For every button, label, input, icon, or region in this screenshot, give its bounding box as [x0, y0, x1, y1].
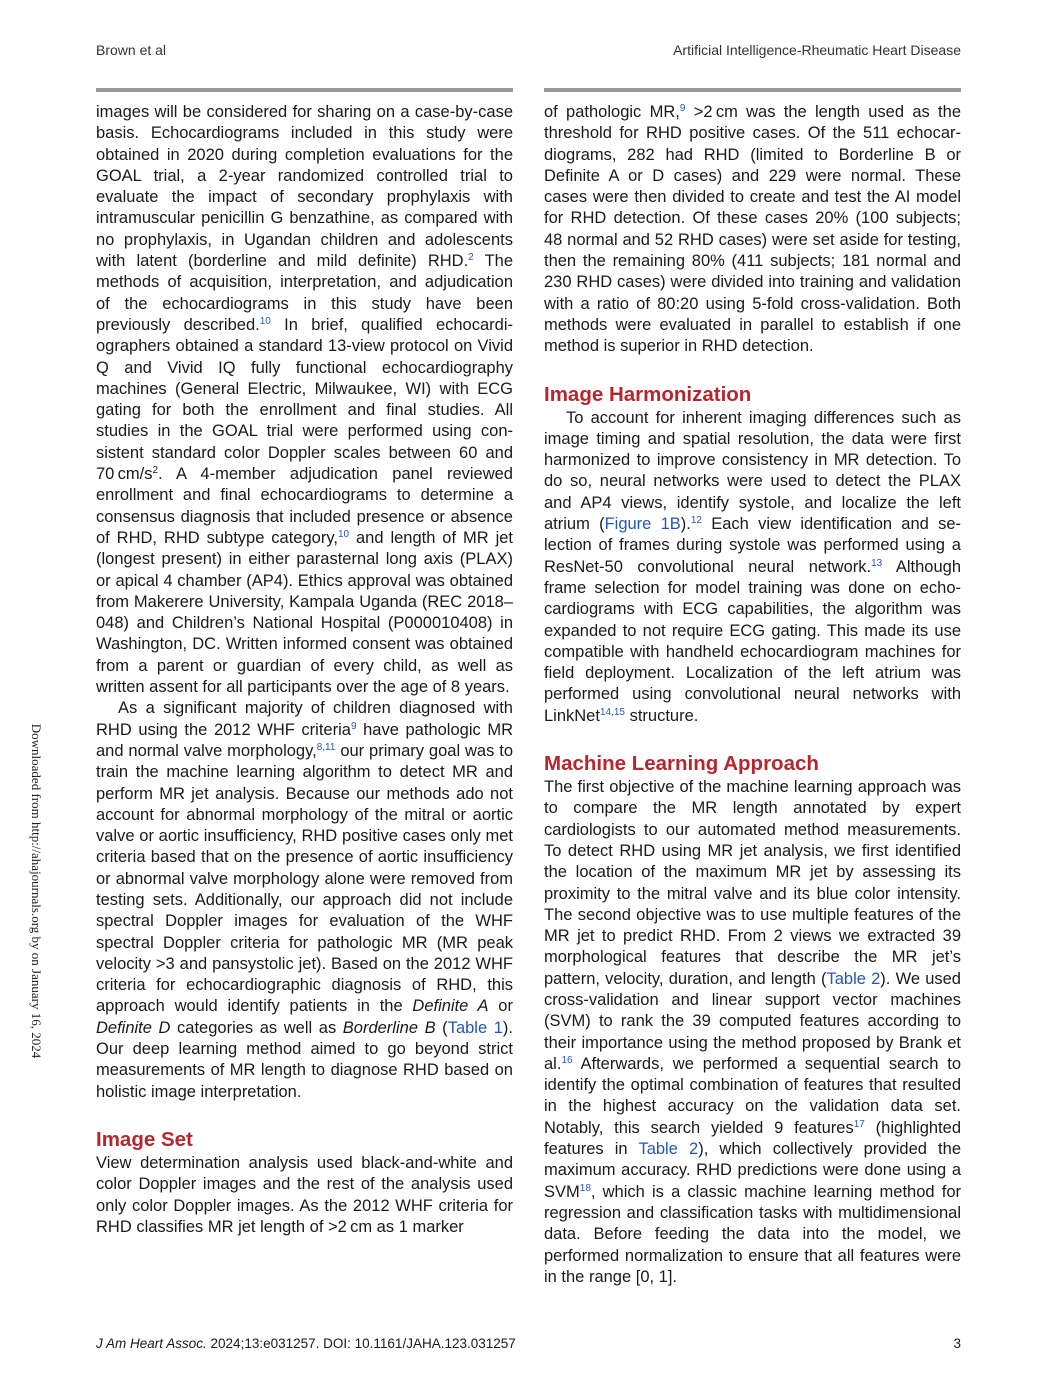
table-1-link[interactable]: Table 1: [447, 1018, 503, 1037]
citation-link[interactable]: 17: [853, 1118, 865, 1130]
paragraph-primary-goal: As a significant majority of children diagnosed with RHD using the 2012 WHF criteria$^9$ have pathologic MR and normal valve morphology,$^{8,11}$ our primary goal was to train the machine learning algorithm to detect MR and perform MR jet analysis. Because our methods ado not account for abnormal morphology of the mitral or aortic valve or aortic insufficiency, RHD positive cases only met criteria based that on the presence of aortic insufficiency or abnormal valve morphology alone were removed from testing sets. Additionally, our approach did not include spectral Doppler images for evaluation of the WHF spectral Doppler criteria for pathologic MR (MR peak velocity >3 and pansystolic jet). Based on the 2012 WHF criteria for echocardiographic diagnosis of RHD, this approach would identify patients in the Definite A or Definite D categories as well as Borderline B (Table 1). Our deep learning method aimed to go beyond strict measurements of MR length to diagnose RHD based on holistic image interpretation.: [96, 699, 513, 1101]
page-footer: [96, 1336, 961, 1356]
paragraph-image-set: View determination analysis used black-and-white and color Doppler images and the rest of the analysis used only color Doppler images. As the 2012 WHF criteria for RHD classifies MR jet length of >2 cm as 1 marker: [96, 1153, 513, 1236]
download-notice: Downloaded from http://ahajournals.org by on January 16, 2024: [29, 723, 44, 1059]
left-column: [96, 88, 513, 1238]
column-rule: [544, 88, 961, 92]
citation-link[interactable]: 18: [579, 1182, 591, 1194]
citation-link[interactable]: 9: [679, 103, 686, 114]
header-title: Artificial Intelligence-Rheumatic Heart Disease: [673, 42, 961, 58]
heading-machine-learning: Machine Learning Approach: [544, 752, 819, 776]
citation-link[interactable]: 12: [690, 515, 702, 527]
table-2-link[interactable]: Table 2: [638, 1140, 699, 1159]
page-number: 3: [953, 1336, 961, 1351]
citation-link[interactable]: 10: [337, 528, 350, 540]
running-header: [96, 42, 961, 62]
citation-link[interactable]: 14,15: [599, 706, 625, 718]
paragraph-machine-learning: The first objective of the machine learning approach was to compare the MR length annotated by expert cardiologists to our automated method measurements. To detect RHD using MR jet analysis, we first identified the location of the maximum MR jet by assessing its proximity to the mitral valve and its blue color intensity. The second objective was to use multiple features of the MR jet to predict RHD. From 2 views we extracted 39 morphological features that describe the MR jet’s pattern, velocity, duration, and length (Table 2). We used cross-validation and linear support vector machines (SVM) to rank the 39 computed features according to their importance using the method proposed by Brank et al.$^{16}$ Afterwards, we performed a sequential search to identify the optimal combination of features that resulted in the highest accuracy on the validation data set. Notably, this search yielded 9 features$^{17}$ (highlighted features in Table 2), which collectively provided the maximum accuracy. RHD predictions were done using a SVM$^{18}$, which is a classic machine learning method for regression and classification tasks with multidimensional data. Before feeding the data into the model, we performed normalization to ensure that all features were in the range [0, 1].: [544, 778, 961, 1286]
column-rule: [96, 88, 513, 92]
citation-link[interactable]: 8,11: [316, 741, 336, 753]
download-watermark: [26, 705, 46, 1077]
citation-link[interactable]: 2: [468, 252, 474, 264]
paragraph-goal-trial: images will be considered for sharing on a case-by-case basis. Echocardiograms included in this study were obtained in 2020 during completion evaluations for the GOAL trial, a 2-year randomized controlled trial to evaluate the impact of secondary prophylaxis with intramuscular penicillin G benzathine, as compared with no prophylaxis, in Ugandan children and adolescents with latent (borderline and mild definite) RHD.$^2$ The methods of acquisition, interpretation, and adjudication of the echocardiograms in this study have been previously described.$^{10}$ In brief, qualified echocardiographers obtained a standard 13-view protocol on Vivid Q and Vivid IQ fully functional echocardiography machines (General Electric, Milwaukee, WI) with ECG gating for both the enrollment and final studies. All studies in the GOAL trial were performed using consistent standard color Doppler scales between 60 and 70 $cm/s^2$. A 4-member adjudication panel reviewed enrollment and final echocardiograms to determine a consensus diagnosis that included presence or absence of RHD, RHD subtype category,$^{10}$ and length of MR jet (longest present) in either parasternal long axis (PLAX) or apical 4 chamber (AP4). Ethics approval was obtained from Makerere University, Kampala Uganda (REC 2018–048) and Children’s National Hospital (P000010408) in Washington, DC. Written informed consent was obtained from a parent or guardian of every child, as well as written assent for all participants over the age of 8 years.: [96, 103, 513, 697]
heading-image-harmonization: Image Harmonization: [544, 382, 752, 406]
figure-1b-link[interactable]: Figure 1B: [604, 515, 681, 534]
header-authors: Brown et al: [96, 42, 167, 58]
paragraph-rhd-cases: of pathologic MR,$^9$ >2 cm was the length used as the threshold for RHD positive cases. Of the 511 echocardiograms, 282 had RHD (limited to Borderline B or Definite A or D cases) and 229 were normal. These cases were then divided to create and test the AI model for RHD detection. Of these cases 20% (100 subjects; 48 normal and 52 RHD cases) were set aside for testing, then the remaining 80% (411 subjects; 181 normal and 230 RHD cases) were divided into training and validation with a ratio of 80:20 using 5-fold cross-validation. Both methods were evaluated in parallel to establish if one method is superior in RHD detection.: [544, 103, 961, 356]
footer-citation: J Am Heart Assoc. 2024;13:e031257. DOI: 10.1161/JAHA.123.031257: [96, 1336, 516, 1351]
table-2-link[interactable]: Table 2: [826, 969, 881, 988]
citation-link[interactable]: 16: [561, 1054, 573, 1066]
right-column: [544, 88, 961, 1288]
citation-link[interactable]: 9: [350, 720, 357, 732]
citation-link[interactable]: 10: [259, 315, 271, 327]
paragraph-harmonization: To account for inherent imaging differences such as image timing and spatial resolution, the data were first harmonized to improve consistency in MR detection. To do so, neural networks were used to detect the PLAX and AP4 views, identify systole, and localize the left atrium (Figure 1B).$^{12}$ Each view identification and selection of frames during systole was performed using a ResNet-50 convolutional neural network.$^{13}$ Although frame selection for model training was done on echocardiograms with ECG capabilities, the algorithm was expanded to not require ECG gating. This made its use compatible with handheld echocardiogram machines for field deployment. Localization of the left atrium was performed using convolutional neural networks with LinkNet$^{14,15}$ structure.: [544, 408, 962, 725]
heading-image-set: Image Set: [96, 1127, 193, 1151]
citation-link[interactable]: 13: [871, 557, 883, 569]
